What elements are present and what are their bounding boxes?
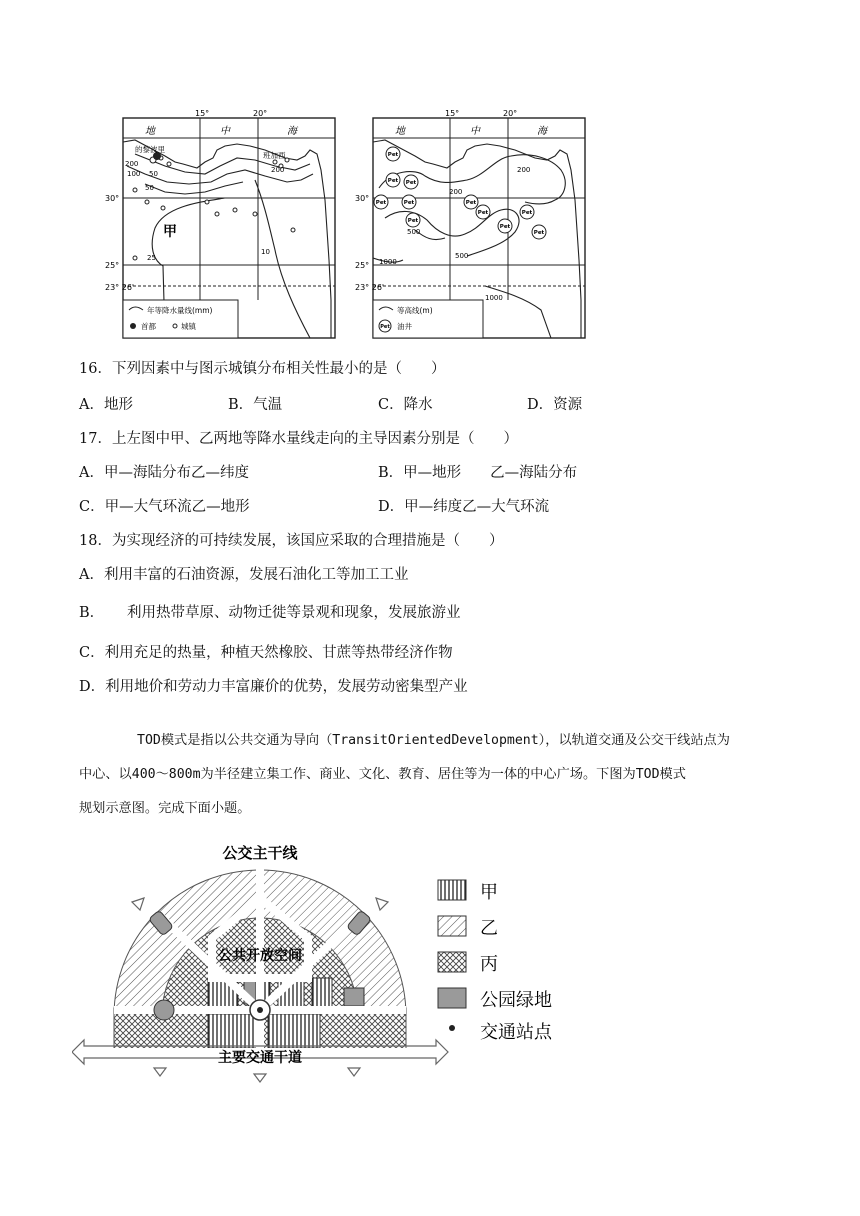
q18-option-a[interactable]: A．利用丰富的石油资源，发展石油化工等加工工业 <box>79 567 409 583</box>
svg-text:Pet: Pet <box>375 200 387 206</box>
transit-station <box>154 1000 174 1020</box>
legend-isoline-label: 年等降水量线(mm) <box>147 306 213 315</box>
svg-text:Pet: Pet <box>387 152 399 158</box>
contour-label: 1000 <box>485 294 503 302</box>
legend-well-label: 油井 <box>397 322 412 331</box>
svg-text:Pet: Pet <box>407 218 419 224</box>
question-16-stem: 16．下列因素中与图示城镇分布相关性最小的是（ ） <box>79 361 446 377</box>
contour-label: 500 <box>455 252 469 260</box>
libya-topography-map <box>355 110 595 346</box>
bus-trunk-line-label: 公交主干线 <box>222 844 298 862</box>
isoline-label: 50 <box>149 170 158 178</box>
q17-option-d[interactable]: D．甲—纬度乙—大气环流 <box>378 499 550 515</box>
q16-option-a[interactable]: A．地形 <box>79 397 133 413</box>
sea-char: 地 <box>145 126 155 137</box>
park-green-block <box>344 988 364 1006</box>
sea-char: 海 <box>537 126 547 137</box>
tod-passage <box>79 724 799 826</box>
isoline-label: 10 <box>261 248 270 256</box>
lon-label: 15° <box>195 110 210 118</box>
lon-label: 20° <box>253 110 268 118</box>
q17-option-c[interactable]: C．甲—大气环流乙—地形 <box>79 499 250 515</box>
svg-text:Pet: Pet <box>521 210 533 216</box>
legend-capital-label: 首都 <box>141 322 156 331</box>
svg-text:Pet: Pet <box>405 180 417 186</box>
lat-label: 23° 26' <box>355 283 385 292</box>
place-label: 的黎波里 <box>135 145 165 154</box>
q16-option-b[interactable]: B．气温 <box>228 397 283 413</box>
svg-text:交通站点: 交通站点 <box>480 1022 552 1043</box>
passage-line-2: 中心、以400～800m为半径建立集工作、商业、文化、教育、居住等为一体的中心广场。下图为TOD模式 <box>79 767 686 782</box>
lat-label: 30° <box>105 194 120 203</box>
svg-text:甲: 甲 <box>480 882 498 903</box>
svg-text:Pet: Pet <box>465 200 477 206</box>
tod-legend <box>438 880 553 1043</box>
svg-text:Pet: Pet <box>403 200 415 206</box>
q18-option-d[interactable]: D．利用地价和劳动力丰富廉价的优势，发展劳动密集型产业 <box>79 679 468 695</box>
q17-option-a[interactable]: A．甲—海陆分布乙—纬度 <box>79 465 249 481</box>
q16-option-d[interactable]: D．资源 <box>527 397 583 413</box>
lon-label: 15° <box>445 110 460 118</box>
lat-label: 30° <box>355 194 370 203</box>
passage-line-1: TOD模式是指以公共交通为导向（TransitOrientedDevelopment），以轨道交通及公交干线站点为 <box>137 733 730 748</box>
libya-precipitation-map <box>105 110 345 346</box>
passage-line-3: 规划示意图。完成下面小题。 <box>79 801 251 816</box>
public-open-space-label: 公共开放空间 <box>218 948 302 964</box>
tod-planning-diagram <box>72 838 592 1088</box>
svg-text:公园绿地: 公园绿地 <box>480 990 552 1011</box>
main-road-label: 主要交通干道 <box>218 1050 302 1066</box>
region-label: 甲 <box>163 224 177 240</box>
lat-label: 25° <box>105 261 120 270</box>
question-18-stem: 18．为实现经济的可持续发展，该国应采取的合理措施是（ ） <box>79 533 504 549</box>
legend-town-label: 城镇 <box>181 322 196 331</box>
sea-char: 地 <box>395 126 405 137</box>
sea-char: 海 <box>287 126 297 137</box>
svg-text:Pet: Pet <box>499 224 511 230</box>
q18-option-b-letter[interactable]: B． <box>79 605 105 621</box>
lat-label: 25° <box>355 261 370 270</box>
svg-text:Pet: Pet <box>477 210 489 216</box>
svg-text:Pet: Pet <box>387 178 399 184</box>
question-17-stem: 17．上左图中甲、乙两地等降水量线走向的主导因素分别是（ ） <box>79 431 518 447</box>
svg-text:Pet: Pet <box>533 230 545 236</box>
q17-option-b[interactable]: B．甲—地形 乙—海陆分布 <box>378 465 578 481</box>
contour-label: 200 <box>449 188 463 196</box>
q18-option-b[interactable]: 利用热带草原、动物迁徙等景观和现象，发展旅游业 <box>127 605 461 621</box>
place-label: 班加西 <box>263 151 286 160</box>
sea-char: 中 <box>220 126 230 137</box>
svg-text:Pet: Pet <box>380 324 390 330</box>
q18-option-c[interactable]: C．利用充足的热量，种植天然橡胶、甘蔗等热带经济作物 <box>79 645 453 661</box>
lat-label: 23° 26' <box>105 283 135 292</box>
isoline-label: 50 <box>145 184 154 192</box>
isoline-label: 100 <box>127 170 141 178</box>
sea-char: 中 <box>470 126 480 137</box>
isoline-label: 200 <box>125 160 139 168</box>
isoline-label: 200 <box>271 166 285 174</box>
q16-option-c[interactable]: C．降水 <box>378 397 433 413</box>
contour-label: 1000 <box>379 258 397 266</box>
contour-label: 200 <box>517 166 531 174</box>
svg-text:丙: 丙 <box>480 954 498 975</box>
isoline-label: 25 <box>147 254 156 262</box>
svg-text:乙: 乙 <box>480 918 498 939</box>
legend-contour-label: 等高线(m) <box>397 306 433 315</box>
contour-label: 500 <box>407 228 421 236</box>
lon-label: 20° <box>503 110 518 118</box>
